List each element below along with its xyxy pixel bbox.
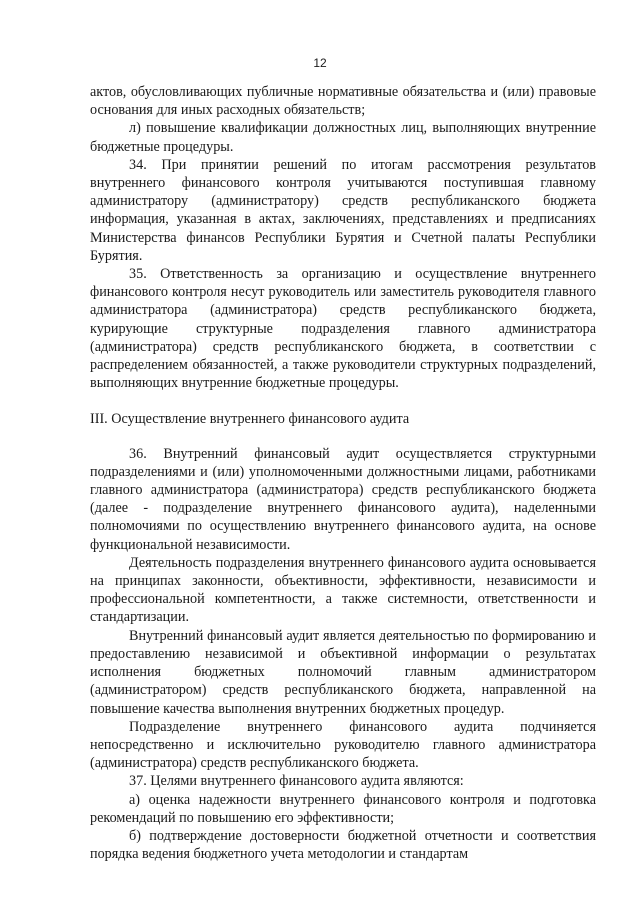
page-number: 12 (313, 56, 327, 70)
paragraph-36-definition: Внутренний финансовый аудит является деятельностью по формированию и предоставлению независимой и объективной информации о результатах исполнения бюджетных полномочий главным администратором (администратором) средств республиканского бюджета, направленной на повышение качества выполнения внутренних бюджетных процедур. (90, 627, 596, 717)
paragraph-36-activity: Деятельность подразделения внутреннего финансового аудита основывается на принципах законности, объективности, эффективности, независимости и профессиональной компетентности, а также системности, ответственности и стандартизации. (90, 554, 596, 626)
document-body (90, 83, 596, 863)
paragraph-37-item-b: б) подтверждение достоверности бюджетной отчетности и соответствия порядка ведения бюджетного учета методологии и стандартам (90, 827, 596, 863)
paragraph-item-l: л) повышение квалификации должностных лиц, выполняющих внутренние бюджетные процедуры. (90, 120, 596, 155)
paragraph-37: 37. Целями внутреннего финансового аудита являются: (129, 773, 464, 790)
section-heading: III. Осуществление внутреннего финансового аудита (90, 411, 410, 428)
paragraph-35: 35. Ответственность за организацию и осуществление внутреннего финансового контроля несут руководитель или заместитель руководителя главного администратора (администратора) средств республиканского бюджета, курирующие структурные подразделения главного администратора (администратора) средств республиканского бюджета, в соответствии с распределением обязанностей, а также руководители структурных подразделений, выполняющих внутренние бюджетные процедуры. (90, 266, 596, 392)
paragraph-34: 34. При принятии решений по итогам рассмотрения результатов внутреннего финансового контроля учитываются поступившая главному администратору (администратору) средств республиканского бюджета информация, указанная в актах, заключениях, представлениях и предписаниях Министерства финансов Республики Бурятия и Счетной палаты Республики Бурятия. (90, 156, 596, 264)
paragraph-36-subordination: Подразделение внутреннего финансового аудита подчиняется непосредственно и исключительно руководителю главного администратора (администратора) средств республиканского бюджета. (90, 718, 596, 772)
paragraph-37-item-a: а) оценка надежности внутреннего финансового контроля и подготовка рекомендаций по повышению его эффективности; (90, 791, 596, 826)
paragraph-continuation: актов, обусловливающих публичные нормативные обязательства и (или) правовые основания для иных расходных обязательств; (90, 84, 596, 119)
paragraph-36: 36. Внутренний финансовый аудит осуществляется структурными подразделениями и (или) уполномоченными должностными лицами, работниками главного администратора (администратора) средств республиканского бюджета (далее - подразделение внутреннего финансового аудита), наделенными полномочиями по осуществлению внутреннего финансового аудита, на основе функциональной независимости. (90, 445, 596, 553)
